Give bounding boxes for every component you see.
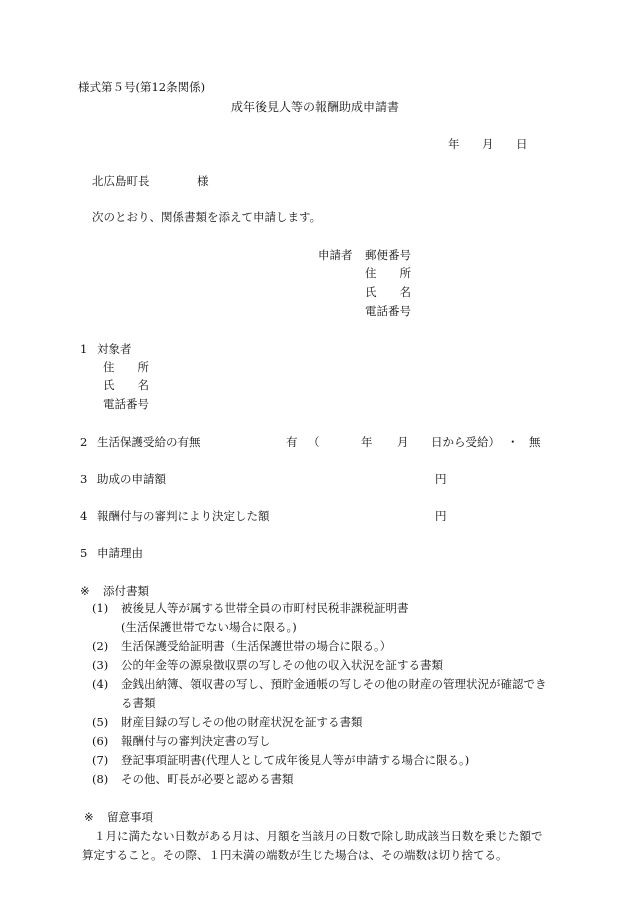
section4-title: 報酬付与の審判により決定した額	[97, 509, 270, 523]
attachment-text: 被後見人等が属する世帯全員の市町村民税非課税証明書	[121, 601, 409, 615]
section2-title: 生活保護受給の有無	[97, 435, 201, 449]
notes-body-line-2: 算定すること。その際、１円未満の端数が生じた場合は、その端数は切り捨てる。	[82, 848, 508, 862]
addressee-honorific: 様	[197, 174, 209, 188]
attachment-number: (5)	[92, 715, 109, 729]
applicant-name-label: 氏 名	[365, 285, 411, 299]
form-number: 様式第５号(第12条関係)	[78, 80, 206, 94]
intro-text: 次のとおり、関係書類を添えて申請します。	[92, 210, 322, 224]
attachment-text: 公的年金等の源泉徴収票の写しその他の収入状況を証する書類	[121, 658, 443, 672]
section3-yen-unit: 円	[435, 472, 447, 486]
attachment-number: (1)	[92, 601, 109, 615]
welfare-from-label: 日から受給）	[431, 435, 500, 449]
target-address-label: 住 所	[103, 360, 149, 374]
attachments-mark: ※	[80, 584, 90, 598]
section2-number: 2	[80, 435, 88, 449]
attachment-number: (2)	[92, 639, 109, 653]
notes-title: 留意事項	[107, 810, 153, 824]
welfare-separator: ・	[507, 435, 519, 449]
notes-body-line-1: １月に満たない日数がある月は、月額を当該月の日数で除し助成該当日数を乗じた額で	[94, 829, 543, 843]
target-phone-label: 電話番号	[103, 397, 149, 411]
attachment-text: 財産目録の写しその他の財産状況を証する書類	[121, 715, 363, 729]
welfare-yes-option: 有	[286, 435, 298, 449]
date-day-label: 日	[516, 137, 528, 151]
section4-number: 4	[80, 509, 88, 523]
welfare-month-label: 月	[397, 435, 409, 449]
section5-number: 5	[80, 546, 88, 560]
attachment-number: (8)	[92, 772, 109, 786]
section1-number: 1	[80, 342, 88, 356]
attachment-text-continued: (生活保護世帯でない場合に限る。)	[121, 620, 297, 634]
applicant-label: 申請者	[318, 248, 353, 262]
welfare-no-option: 無	[529, 435, 541, 449]
applicant-phone-label: 電話番号	[365, 304, 411, 318]
attachment-number: (4)	[92, 677, 109, 691]
attachment-text: 登記事項証明書(代理人として成年後見人等が申請する場合に限る。)	[121, 753, 470, 767]
applicant-postal-code-label: 郵便番号	[365, 248, 411, 262]
target-name-label: 氏 名	[103, 378, 149, 392]
notes-mark: ※	[84, 810, 94, 824]
attachment-text: 生活保護受給証明書（生活保護世帯の場合に限る。）	[121, 639, 392, 653]
section1-title: 対象者	[97, 342, 132, 356]
attachment-text: 金銭出納簿、領収書の写し、預貯金通帳の写しその他の財産の管理状況が確認でき	[121, 677, 547, 691]
attachment-number: (3)	[92, 658, 109, 672]
date-year-label: 年	[448, 137, 460, 151]
section4-yen-unit: 円	[435, 509, 447, 523]
welfare-open-paren: （	[308, 435, 320, 449]
attachment-number: (6)	[92, 734, 109, 748]
document-title: 成年後見人等の報酬助成申請書	[231, 100, 400, 114]
attachment-text: 報酬付与の審判決定書の写し	[121, 734, 271, 748]
welfare-year-label: 年	[361, 435, 373, 449]
date-month-label: 月	[482, 137, 494, 151]
applicant-address-label: 住 所	[365, 266, 411, 280]
section3-number: 3	[80, 472, 88, 486]
attachment-text-continued: る書類	[121, 696, 156, 710]
attachments-title: 添付書類	[103, 584, 149, 598]
attachment-number: (7)	[92, 753, 109, 767]
section5-title: 申請理由	[97, 546, 143, 560]
addressee-name: 北広島町長	[92, 174, 150, 188]
section3-title: 助成の申請額	[97, 472, 166, 486]
attachment-text: その他、町長が必要と認める書類	[121, 772, 294, 786]
